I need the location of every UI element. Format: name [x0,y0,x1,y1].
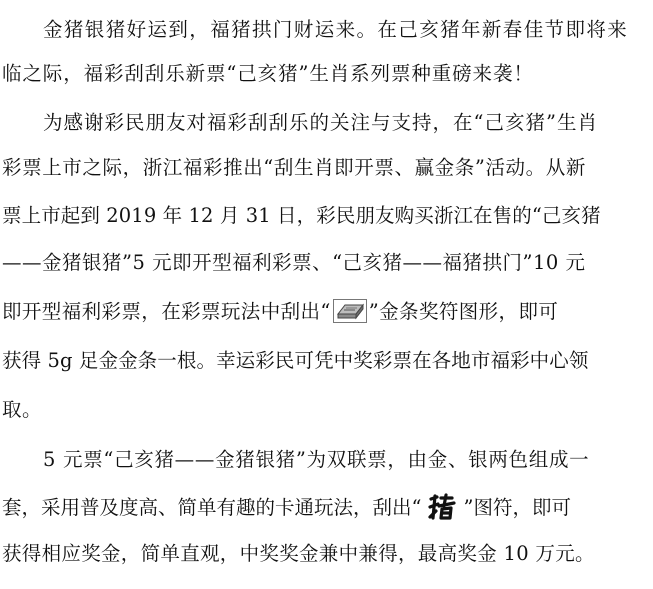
paragraph-3-line-2: 套，采用普及度高、简单有趣的卡通玩法，刮出“ ”图符，即可 [0,492,653,524]
paragraph-2-line-3: 票上市起到 2019 年 12 月 31 日，彩民朋友购买浙江在售的“己亥猪 [2,204,601,227]
paragraph-2-line-1: 为感谢彩民朋友对福彩刮刮乐的关注与支持，在“己亥猪”生肖 [43,111,598,134]
paragraph-2-line-4: ——金猪银猪”5 元即开型福利彩票、“己亥猪——福猪拱门”10 元 [2,251,586,274]
paragraph-2-line-6: 获得 5g 足金金条一根。幸运彩民可凭中奖彩票在各地市福彩中心领 [2,349,589,372]
paragraph-1-line-1: 金猪银猪好运到，福猪拱门财运来。在己亥猪年新春佳节即将来 [43,18,629,41]
pig-character-icon [427,493,457,521]
paragraph-3-line-3: 获得相应奖金，简单直观，中奖奖金兼中兼得，最高奖金 10 万元。 [2,542,595,565]
paragraph-1-line-2: 临之际，福彩刮刮乐新票“己亥猪”生肖系列票种重磅来袭！ [2,62,534,85]
paragraph-2-line-2: 彩票上市之际，浙江福彩推出“刮生肖即开票、赢金条”活动。从新 [2,156,586,179]
paragraph-3-line-1: 5 元票“己亥猪——金猪银猪”为双联票，由金、银两色组成一 [43,448,590,471]
paragraph-2-line-5: 即开型福利彩票，在彩票玩法中刮出“ ”金条奖符图形，即可 [2,300,559,323]
gold-bar-icon [333,299,367,323]
paragraph-2-line-7: 取。 [2,398,43,421]
